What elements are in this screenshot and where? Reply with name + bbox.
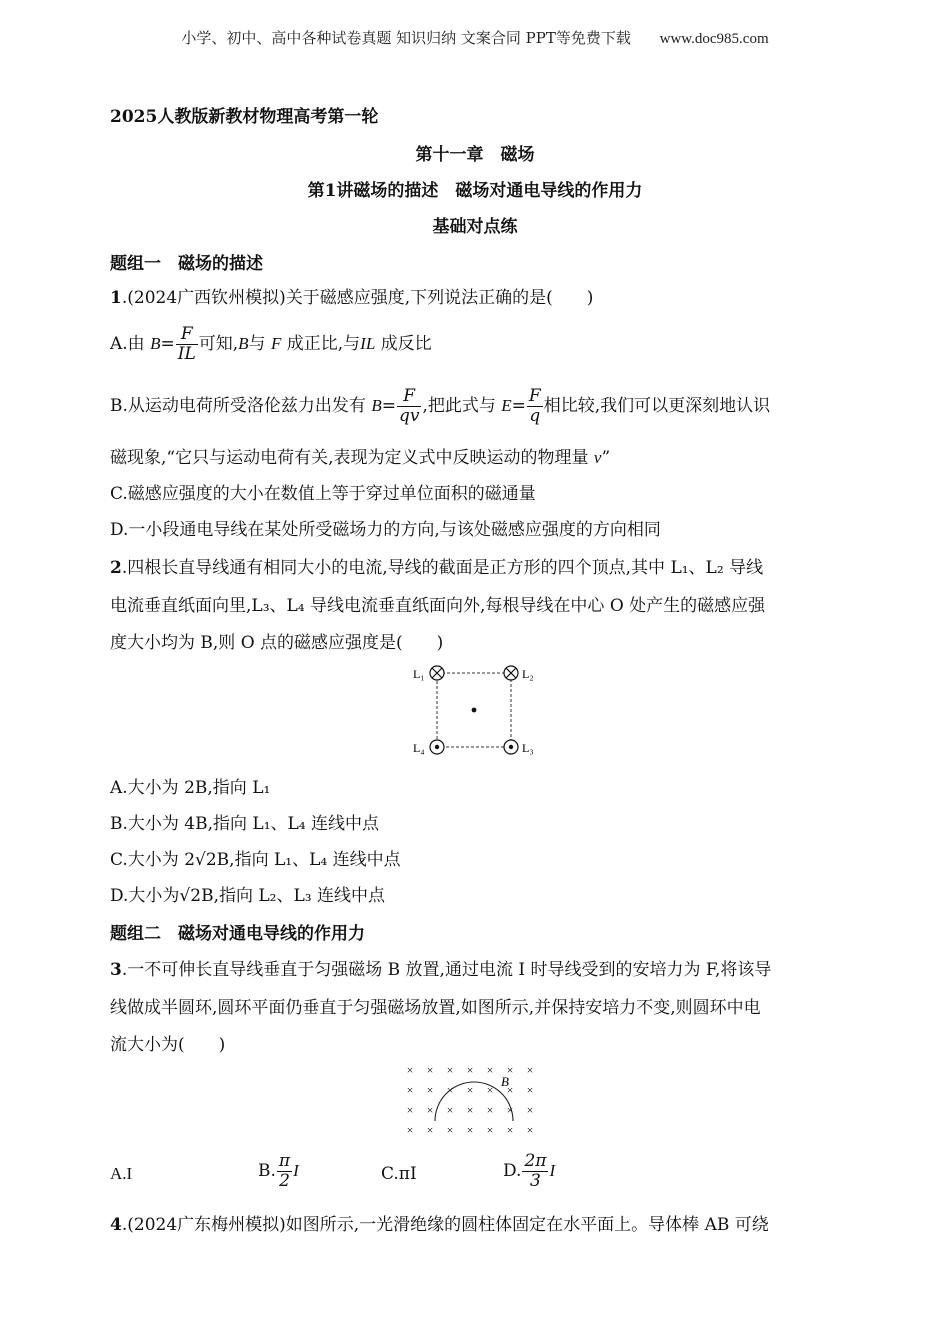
group1-title: 题组一 磁场的描述 — [110, 254, 263, 274]
q1-a-pre: A.由 — [110, 334, 151, 354]
q3-figure — [400, 1058, 550, 1143]
q3-b-pre: B. — [258, 1161, 276, 1181]
wire-l3-dot-icon — [504, 740, 518, 754]
field-label-b: B — [501, 1074, 509, 1089]
q1-a-t2: 成正比,与 — [286, 334, 361, 354]
q1-b-post: 相比较,我们可以更深刻地认识 — [543, 396, 771, 416]
q1-b-var2: E — [501, 396, 512, 415]
q3-option-d — [503, 1152, 555, 1191]
q1-option-c: C.磁感应强度的大小在数值上等于穿过单位面积的磁通量 — [110, 484, 536, 504]
q1-a-fraction — [176, 325, 198, 364]
field-cross-mark: × — [406, 1123, 414, 1137]
field-cross-mark: × — [466, 1083, 474, 1097]
doc-title: 2025人教版新教材物理高考第一轮 — [110, 107, 379, 127]
field-cross-mark: × — [506, 1103, 514, 1117]
q3-line3: 流大小为( ) — [110, 1035, 226, 1055]
magnetic-field-cross-grid — [407, 1063, 534, 1137]
q1-b2-pre: 磁现象,“它只与运动电荷有关,表现为定义式中反映运动的物理量 — [110, 448, 594, 468]
q1-b-den: qv — [398, 406, 420, 426]
q1-b-fraction2 — [527, 387, 543, 426]
q3-d-post: I — [549, 1161, 556, 1180]
q1-b-num: F — [397, 387, 422, 407]
q1-b-fraction — [397, 387, 422, 426]
q1-a-t3: 成反比 — [380, 334, 432, 354]
q2-figure — [405, 660, 555, 760]
wire-l2-cross-icon — [504, 666, 518, 680]
q1-b-eq: = — [381, 396, 396, 416]
q1-stem — [110, 286, 593, 310]
q1-option-a — [110, 325, 432, 364]
q2-line3: 度大小均为 B,则 O 点的磁感应强度是( ) — [110, 633, 444, 653]
q1-a-v2: F — [270, 334, 282, 353]
label-l1: L₁ — [413, 667, 425, 681]
q3-option-b — [258, 1152, 299, 1191]
q1-b-eq2: = — [511, 396, 526, 416]
field-cross-mark: × — [486, 1103, 494, 1117]
field-cross-mark: × — [406, 1103, 414, 1117]
q2-option-d: D.大小为√2B,指向 L₂、L₃ 连线中点 — [110, 886, 385, 906]
field-cross-mark: × — [426, 1123, 434, 1137]
field-cross-mark: × — [506, 1123, 514, 1137]
q1-a-eq: = — [160, 334, 175, 354]
q1-b-var: B — [371, 396, 382, 415]
q1-a-t1: 与 — [248, 334, 266, 354]
q1-option-b-cont — [110, 446, 610, 470]
q1-b-num2: F — [528, 386, 541, 406]
field-cross-mark: × — [466, 1123, 474, 1137]
field-cross-mark: × — [486, 1063, 494, 1077]
q1-a-den: IL — [177, 344, 196, 364]
q3-line2: 线做成半圆环,圆环平面仍垂直于匀强磁场放置,如图所示,并保持安培力不变,则圆环中电 — [110, 998, 761, 1018]
q1-text: .(2024广西钦州模拟)关于磁感应强度,下列说法正确的是( ) — [121, 288, 594, 308]
q1-b2-post: ” — [601, 448, 611, 468]
q1-number: 1 — [110, 288, 122, 308]
chapter-title: 第十一章 磁场 — [415, 145, 535, 165]
field-cross-mark: × — [486, 1083, 494, 1097]
field-cross-mark: × — [446, 1063, 454, 1077]
q3-option-c — [381, 1164, 417, 1184]
field-cross-mark: × — [406, 1063, 414, 1077]
q2-line2: 电流垂直纸面向里,L₃、L₄ 导线电流垂直纸面向外,每根导线在中心 O 处产生的磁感应强 — [110, 596, 766, 616]
q3-d-pre: D. — [503, 1161, 522, 1181]
q1-b-pre: B.从运动电荷所受洛伦兹力出发有 — [110, 396, 372, 416]
field-cross-mark: × — [526, 1083, 534, 1097]
q1-b-den2: q — [529, 406, 541, 426]
q3-d-fraction — [522, 1152, 548, 1191]
field-cross-mark: × — [446, 1083, 454, 1097]
q3-line1 — [110, 958, 771, 982]
field-cross-mark: × — [466, 1103, 474, 1117]
field-cross-mark: × — [426, 1083, 434, 1097]
q3-b-fraction — [277, 1152, 292, 1191]
q3-a-text: A.I — [110, 1164, 133, 1183]
center-point-o — [472, 708, 477, 713]
group2-title: 题组二 磁场对通电导线的作用力 — [110, 924, 365, 944]
field-cross-mark: × — [466, 1063, 474, 1077]
q1-option-d: D.一小段通电导线在某处所受磁场力的方向,与该处磁感应强度的方向相同 — [110, 520, 661, 540]
label-l4: L₄ — [413, 741, 425, 755]
q3-c-text: C.πI — [381, 1164, 417, 1184]
field-cross-mark: × — [486, 1123, 494, 1137]
field-cross-mark: × — [446, 1123, 454, 1137]
field-cross-mark: × — [506, 1083, 514, 1097]
q1-a-v3: IL — [360, 334, 376, 353]
q3-text1: .一不可伸长直导线垂直于匀强磁场 B 放置,通过电流 I 时导线受到的安培力为 F,将该导 — [121, 960, 772, 980]
q3-b-post: I — [293, 1161, 299, 1180]
lesson-title: 第1讲磁场的描述 磁场对通电导线的作用力 — [307, 181, 643, 201]
field-cross-mark: × — [406, 1083, 414, 1097]
q1-a-mid: 可知, — [198, 334, 239, 354]
q2-line1 — [110, 556, 763, 580]
wire-l4-dot-icon — [430, 740, 444, 754]
q2-option-c: C.大小为 2√2B,指向 L₁、L₄ 连线中点 — [110, 850, 401, 870]
field-cross-mark: × — [426, 1063, 434, 1077]
label-l3: L₃ — [522, 741, 534, 755]
q4-text1: .(2024广东梅州模拟)如图所示,一光滑绝缘的圆柱体固定在水平面上。导体棒 AB 可绕 — [121, 1215, 769, 1235]
q4-line1 — [110, 1213, 769, 1237]
header-site: www.doc985.com — [659, 31, 769, 47]
q3-b-num: π — [278, 1151, 291, 1171]
q3-number: 3 — [110, 960, 122, 980]
q1-a-v1: B — [238, 334, 249, 353]
q1-option-b — [110, 387, 770, 426]
q2-option-b: B.大小为 4B,指向 L₁、L₄ 连线中点 — [110, 814, 380, 834]
q1-a-num: F — [176, 325, 198, 345]
q2-number: 2 — [110, 558, 122, 578]
q1-a-var: B — [150, 334, 161, 353]
q2-text1: .四根长直导线通有相同大小的电流,导线的截面是正方形的四个顶点,其中 L₁、L₂ 导线 — [121, 558, 764, 578]
section-title: 基础对点练 — [432, 217, 518, 237]
field-cross-mark: × — [426, 1103, 434, 1117]
page-header — [0, 27, 950, 48]
q3-d-den: 3 — [530, 1171, 541, 1191]
q3-d-num: 2π — [524, 1151, 547, 1171]
field-cross-mark: × — [506, 1063, 514, 1077]
q2-option-a: A.大小为 2B,指向 L₁ — [110, 778, 271, 798]
q1-b-mid: ,把此式与 — [422, 396, 502, 416]
q3-b-den: 2 — [279, 1171, 290, 1191]
field-cross-mark: × — [446, 1103, 454, 1117]
header-text: 小学、初中、高中各种试卷真题 知识归纳 文案合同 PPT等免费下载 — [181, 29, 631, 47]
q3-option-a — [110, 1164, 132, 1184]
field-cross-mark: × — [526, 1123, 534, 1137]
field-cross-mark: × — [526, 1103, 534, 1117]
field-cross-mark: × — [526, 1063, 534, 1077]
label-l2: L₂ — [522, 667, 534, 681]
wire-l1-cross-icon — [430, 666, 444, 680]
q4-number: 4 — [110, 1215, 122, 1235]
q1-b2-var: v — [593, 448, 602, 467]
